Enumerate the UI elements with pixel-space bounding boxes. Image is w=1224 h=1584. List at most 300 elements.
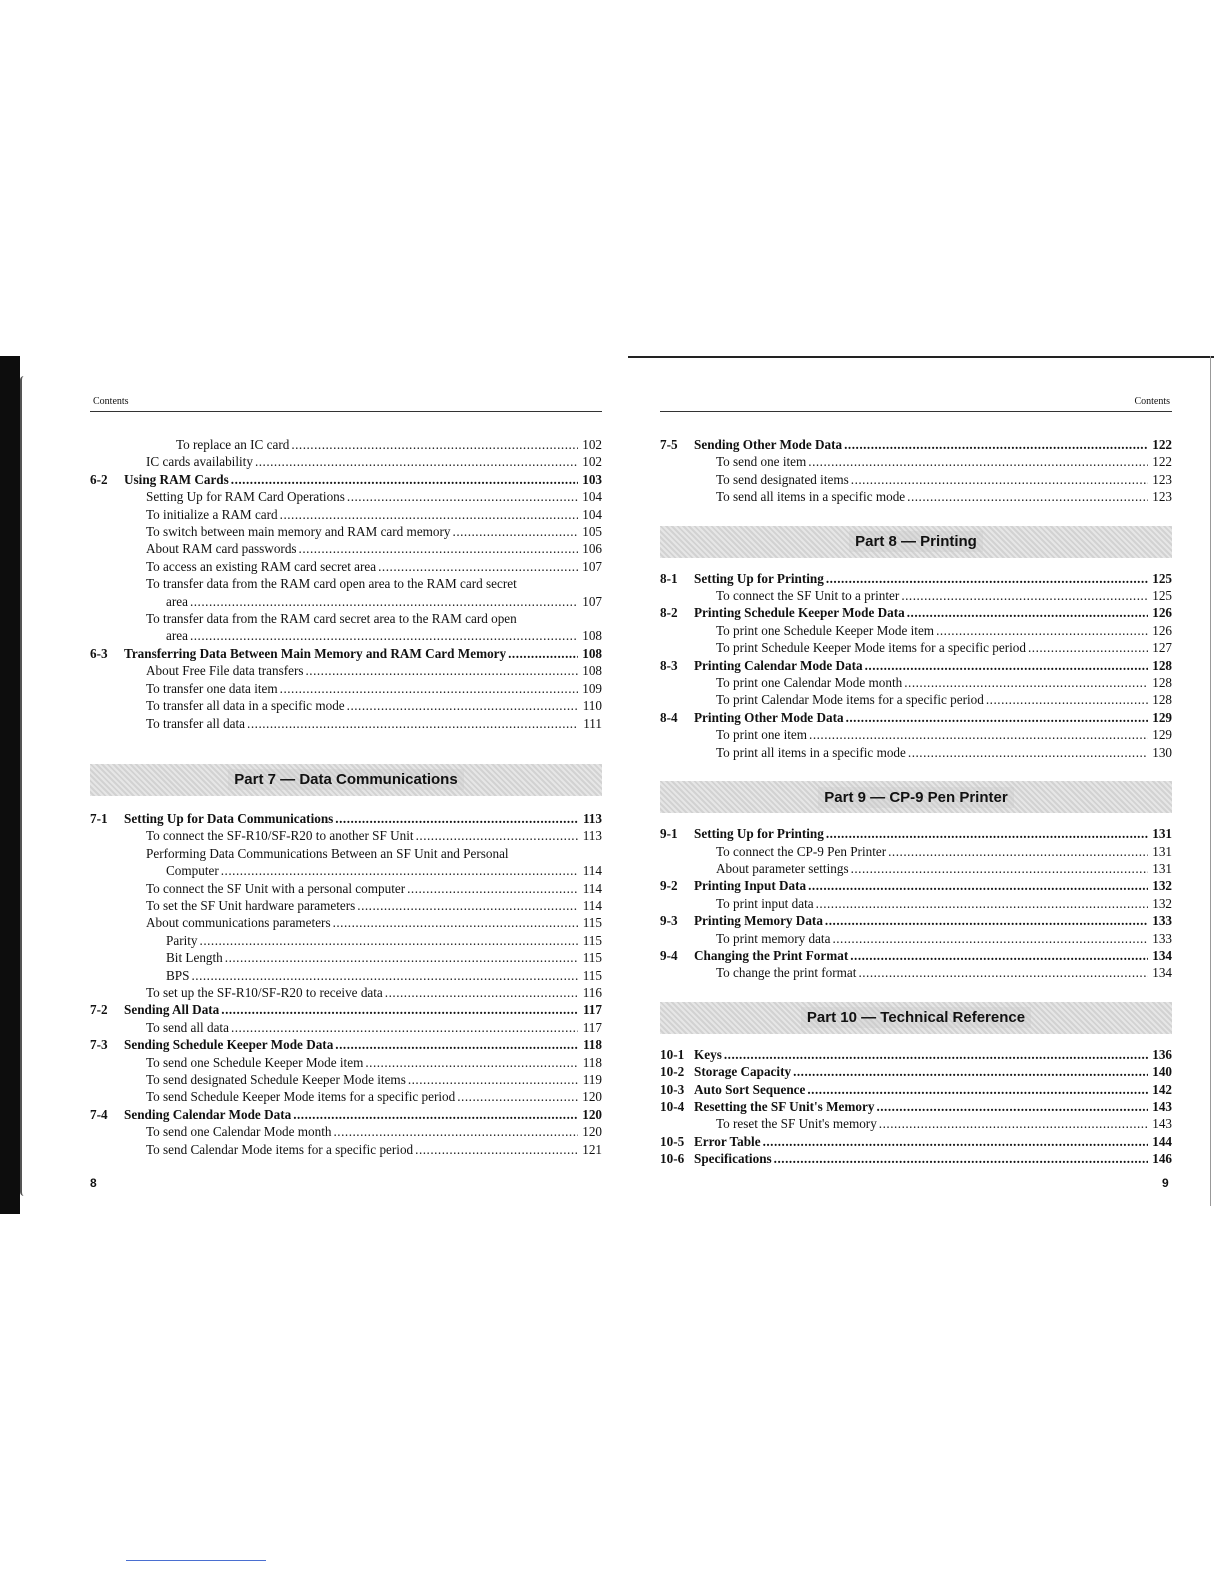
- dot-leader: [907, 488, 1148, 505]
- dot-leader: [907, 604, 1148, 621]
- entry-title: To send designated Schedule Keeper Mode items: [146, 1072, 406, 1087]
- entry-title: To transfer data from the RAM card secret area to the RAM card open: [146, 611, 517, 627]
- dot-leader: [221, 862, 578, 879]
- dot-leader: [879, 1115, 1148, 1132]
- dot-leader: [347, 488, 578, 505]
- page-ref: 143: [1152, 1116, 1172, 1132]
- page-ref: 114: [582, 880, 602, 896]
- page-ref: 110: [582, 698, 602, 714]
- dot-leader: [255, 453, 578, 470]
- entry-title: Sending Calendar Mode Data: [124, 1106, 292, 1122]
- toc-entry: [90, 715, 602, 732]
- section-number: 10-3: [660, 1081, 685, 1097]
- dot-leader: [825, 912, 1148, 929]
- entry-title: Auto Sort Sequence: [694, 1081, 806, 1097]
- entry-title: About Free File data transfers: [146, 663, 304, 679]
- dot-leader: [190, 593, 578, 610]
- dot-leader: [225, 949, 578, 966]
- part-heading: Part 7 — Data Communications: [228, 769, 463, 790]
- entry-title: To reset the SF Unit's memory: [716, 1116, 877, 1132]
- page-ref: 127: [1152, 640, 1172, 656]
- entry-title: To print one Calendar Mode month: [716, 675, 903, 691]
- toc-entry: [90, 488, 602, 505]
- dot-leader: [231, 471, 578, 488]
- page-ref: 108: [582, 628, 602, 644]
- toc-section-entry: [660, 912, 1172, 929]
- page-ref: 120: [582, 1106, 602, 1122]
- dot-leader: [888, 843, 1148, 860]
- dot-leader: [850, 947, 1148, 964]
- page-ref: 128: [1152, 657, 1172, 673]
- entry-title: Setting Up for Data Communications: [124, 810, 334, 826]
- toc-entry: [90, 1141, 602, 1158]
- page-ref: 122: [1152, 437, 1172, 452]
- dot-leader: [851, 471, 1148, 488]
- entry-title: Storage Capacity: [694, 1064, 792, 1080]
- toc-entry: [660, 726, 1172, 743]
- entry-title: To send Schedule Keeper Mode items for a specific period: [146, 1089, 456, 1105]
- toc-section-entry: [90, 1106, 602, 1123]
- toc-entry: [660, 691, 1172, 708]
- toc-entry: [660, 453, 1172, 470]
- dot-leader: [832, 930, 1148, 947]
- toc-entry: [660, 587, 1172, 604]
- toc-entry: [90, 827, 602, 844]
- page-ref: 115: [582, 950, 602, 966]
- toc-section-entry: [660, 947, 1172, 964]
- entry-title: To send designated items: [716, 471, 849, 487]
- toc-section-entry: [660, 1063, 1172, 1080]
- dot-leader: [416, 827, 578, 844]
- section-number: 10-5: [660, 1133, 685, 1149]
- toc-entry: [90, 506, 602, 523]
- entry-title: To connect the CP-9 Pen Printer: [716, 843, 887, 859]
- dot-leader: [844, 436, 1148, 453]
- section-number: 10-1: [660, 1046, 685, 1062]
- entry-title: Sending Other Mode Data: [694, 437, 843, 452]
- page-ref: 105: [582, 524, 602, 540]
- toc-entry: [90, 967, 602, 984]
- dot-leader: [190, 627, 578, 644]
- toc-section-entry: [660, 604, 1172, 621]
- toc-entry: [90, 984, 602, 1001]
- dot-leader: [415, 1141, 578, 1158]
- dot-leader: [809, 726, 1148, 743]
- entry-title: To print Schedule Keeper Mode items for a specific period: [716, 640, 1026, 656]
- dot-leader: [280, 506, 578, 523]
- toc-entry: [90, 1054, 602, 1071]
- page-ref: 132: [1152, 878, 1172, 894]
- toc-entry: [660, 674, 1172, 691]
- toc-list: [660, 825, 1172, 982]
- entry-title: Transferring Data Between Main Memory and RAM Card Memory: [124, 645, 507, 661]
- section-number: 8-3: [660, 657, 678, 673]
- page-ref: 113: [582, 810, 602, 826]
- toc-section-entry: [660, 877, 1172, 894]
- toc-entry: [660, 1115, 1172, 1132]
- entry-title: Printing Calendar Mode Data: [694, 657, 863, 673]
- right-page: [660, 394, 1172, 1168]
- entry-title: To print one item: [716, 727, 808, 743]
- dot-leader: [808, 453, 1148, 470]
- entry-title: Setting Up for Printing: [694, 826, 824, 842]
- toc-entry: [90, 862, 602, 879]
- page-number: 8: [90, 1176, 97, 1190]
- entry-title: Bit Length: [166, 950, 223, 966]
- entry-title: To connect the SF Unit with a personal computer: [146, 880, 406, 896]
- entry-title: To switch between main memory and RAM card memory: [146, 524, 451, 540]
- page-ref: 111: [583, 715, 602, 731]
- section-number: 6-3: [90, 645, 108, 661]
- section-number: 9-1: [660, 826, 678, 842]
- page-ref: 108: [582, 663, 602, 679]
- toc-entry: [90, 1071, 602, 1088]
- section-number: 9-2: [660, 878, 678, 894]
- page-ref: 107: [582, 558, 602, 574]
- toc-entry: [90, 1019, 602, 1036]
- page-ref: 107: [582, 593, 602, 609]
- dot-leader: [347, 697, 578, 714]
- dot-leader: [936, 622, 1148, 639]
- toc-section-entry: [90, 1001, 602, 1018]
- dot-leader: [851, 860, 1148, 877]
- entry-title: To send Calendar Mode items for a specific period: [146, 1141, 414, 1157]
- page-header: [90, 394, 602, 412]
- toc-entry: [90, 1088, 602, 1105]
- toc-section-entry: [660, 825, 1172, 842]
- header-label: Contents: [1134, 396, 1170, 407]
- page-ref: 131: [1152, 860, 1172, 876]
- toc-entry: [90, 680, 602, 697]
- dot-leader: [826, 825, 1148, 842]
- dot-leader: [901, 587, 1148, 604]
- entry-title: Specifications: [694, 1151, 772, 1167]
- dot-leader: [816, 895, 1148, 912]
- entry-title: Setting Up for Printing: [694, 570, 824, 586]
- page-ref: 129: [1152, 709, 1172, 725]
- page-ref: 123: [1152, 471, 1172, 487]
- page-ref: 113: [582, 828, 602, 844]
- toc-entry: [660, 860, 1172, 877]
- page-ref: 146: [1152, 1151, 1172, 1167]
- page-ref: 120: [582, 1089, 602, 1105]
- entry-title: To transfer all data: [146, 715, 246, 731]
- dot-leader: [291, 436, 578, 453]
- page-ref: 128: [1152, 675, 1172, 691]
- dot-leader: [865, 657, 1148, 674]
- entry-title: To replace an IC card: [176, 437, 290, 452]
- page-ref: 131: [1152, 843, 1172, 859]
- dot-leader: [908, 744, 1148, 761]
- toc-section-entry: [660, 1098, 1172, 1115]
- toc-entry: [90, 540, 602, 557]
- dot-leader: [876, 1098, 1148, 1115]
- toc-entry: [90, 558, 602, 575]
- page-ref: 136: [1152, 1046, 1172, 1062]
- scan-binding-edge: [0, 356, 20, 1214]
- section-number: 7-1: [90, 810, 108, 826]
- header-label: Contents: [93, 396, 129, 407]
- page-ref: 143: [1152, 1098, 1172, 1114]
- entry-title: Parity: [166, 932, 198, 948]
- page-ref: 142: [1152, 1081, 1172, 1097]
- part-heading: Part 8 — Printing: [849, 531, 983, 552]
- entry-title: To transfer all data in a specific mode: [146, 698, 345, 714]
- entry-title: To initialize a RAM card: [146, 506, 278, 522]
- dot-leader: [335, 810, 578, 827]
- entry-title: To print memory data: [716, 930, 831, 946]
- toc-list: [90, 810, 602, 1158]
- entry-title: Keys: [694, 1046, 722, 1062]
- toc-entry: [90, 914, 602, 931]
- dot-leader: [763, 1133, 1148, 1150]
- dot-leader: [807, 1081, 1148, 1098]
- section-number: 8-2: [660, 605, 678, 621]
- toc-entry: [660, 930, 1172, 947]
- page-ref: 121: [582, 1141, 602, 1157]
- toc-section-entry: [660, 570, 1172, 587]
- page-ref: 106: [582, 541, 602, 557]
- dot-leader: [191, 967, 578, 984]
- entry-title: About communications parameters: [146, 915, 331, 931]
- entry-title: Printing Schedule Keeper Mode Data: [694, 605, 905, 621]
- entry-title: About RAM card passwords: [146, 541, 297, 557]
- toc-section-entry: [90, 810, 602, 827]
- entry-title: To send all data: [146, 1019, 229, 1035]
- entry-title: To access an existing RAM card secret area: [146, 558, 377, 574]
- entry-title: Printing Input Data: [694, 878, 807, 894]
- toc-section-entry: [660, 657, 1172, 674]
- entry-title: To connect the SF-R10/SF-R20 to another SF Unit: [146, 828, 414, 844]
- page-header: [660, 394, 1172, 412]
- section-number: 8-4: [660, 709, 678, 725]
- dot-leader: [826, 570, 1148, 587]
- dot-leader: [200, 932, 578, 949]
- toc-entry: [660, 744, 1172, 761]
- toc-entry: [660, 964, 1172, 981]
- entry-title: Computer: [166, 863, 219, 879]
- dot-leader: [334, 1123, 579, 1140]
- part-heading: Part 9 — CP-9 Pen Printer: [818, 787, 1013, 808]
- entry-title: Error Table: [694, 1133, 761, 1149]
- toc-section-entry: [660, 709, 1172, 726]
- page-ref: 144: [1152, 1133, 1172, 1149]
- dot-leader: [508, 645, 578, 662]
- entry-title: Printing Memory Data: [694, 913, 823, 929]
- entry-title: To transfer data from the RAM card open area to the RAM card secret: [146, 576, 517, 592]
- dot-leader: [457, 1088, 578, 1105]
- page-ref: 108: [582, 645, 602, 661]
- toc-entry: [660, 843, 1172, 860]
- dot-leader: [774, 1150, 1148, 1167]
- entry-title: To print one Schedule Keeper Mode item: [716, 622, 935, 638]
- section-number: 10-2: [660, 1064, 685, 1080]
- page-ref: 117: [582, 1002, 602, 1018]
- page-ref: 134: [1152, 965, 1172, 981]
- entry-title: Performing Data Communications Between an SF Unit and Personal: [146, 845, 509, 861]
- dot-leader: [378, 558, 578, 575]
- toc-entry: [90, 845, 602, 862]
- entry-title: About parameter settings: [716, 860, 849, 876]
- section-number: 10-4: [660, 1098, 685, 1114]
- left-page: [90, 394, 602, 1158]
- dot-leader: [724, 1046, 1148, 1063]
- toc-entry: [90, 523, 602, 540]
- section-number: 9-4: [660, 947, 678, 963]
- toc-entry: [90, 662, 602, 679]
- section-number: 7-3: [90, 1037, 108, 1053]
- toc-list: [660, 570, 1172, 761]
- page-ref: 120: [582, 1124, 602, 1140]
- toc-entry: [660, 471, 1172, 488]
- page-ref: 109: [582, 680, 602, 696]
- entry-title: area: [166, 593, 188, 609]
- section-number: 7-4: [90, 1106, 108, 1122]
- entry-title: Printing Other Mode Data: [694, 709, 844, 725]
- toc-section-entry: [660, 1133, 1172, 1150]
- toc-entry: [90, 697, 602, 714]
- page-ref: 114: [582, 897, 602, 913]
- entry-title: BPS: [166, 967, 190, 983]
- toc-entry: [90, 627, 602, 644]
- page-ref: 134: [1152, 947, 1172, 963]
- dot-leader: [904, 674, 1148, 691]
- part-heading-banner: [90, 764, 602, 796]
- dot-leader: [408, 1071, 578, 1088]
- entry-title: To set the SF Unit hardware parameters: [146, 897, 356, 913]
- page-ref: 133: [1152, 913, 1172, 929]
- page-ref: 125: [1152, 570, 1172, 586]
- dot-leader: [305, 662, 578, 679]
- entry-title: To print input data: [716, 895, 814, 911]
- page-ref: 128: [1152, 692, 1172, 708]
- page-ref: 115: [582, 915, 602, 931]
- page-ref: 130: [1152, 744, 1172, 760]
- section-number: 7-5: [660, 437, 678, 452]
- page-edge-line: [1210, 356, 1211, 1206]
- page-ref: 116: [582, 984, 602, 1000]
- toc-entry: [90, 932, 602, 949]
- page-ref: 140: [1152, 1064, 1172, 1080]
- toc-entry: [90, 880, 602, 897]
- page-top-rule: [628, 356, 1214, 358]
- entry-title: area: [166, 628, 188, 644]
- toc-entry: [90, 949, 602, 966]
- toc-entry: [90, 453, 602, 470]
- toc-section-entry: [660, 1081, 1172, 1098]
- dot-leader: [357, 897, 578, 914]
- section-number: 9-3: [660, 913, 678, 929]
- page-ref: 131: [1152, 826, 1172, 842]
- entry-title: Using RAM Cards: [124, 471, 229, 487]
- toc-list: [90, 436, 602, 732]
- page-ref: 115: [582, 932, 602, 948]
- section-number: 6-2: [90, 471, 108, 487]
- page-ref: 103: [582, 471, 602, 487]
- toc-section-entry: [660, 436, 1172, 453]
- page-ref: 104: [582, 489, 602, 505]
- page-ref: 118: [582, 1037, 602, 1053]
- toc-entry: [90, 897, 602, 914]
- entry-title: To connect the SF Unit to a printer: [716, 588, 900, 604]
- section-number: 7-2: [90, 1002, 108, 1018]
- entry-title: Sending All Data: [124, 1002, 220, 1018]
- page-ref: 133: [1152, 930, 1172, 946]
- page-number: 9: [1162, 1176, 1169, 1190]
- dot-leader: [453, 523, 578, 540]
- section-number: 10-6: [660, 1151, 685, 1167]
- toc-entry: [660, 622, 1172, 639]
- entry-title: To set up the SF-R10/SF-R20 to receive data: [146, 984, 383, 1000]
- page-ref: 115: [582, 967, 602, 983]
- part-heading-banner: [660, 1002, 1172, 1034]
- dot-leader: [333, 914, 578, 931]
- entry-title: Resetting the SF Unit's Memory: [694, 1098, 875, 1114]
- toc-list: [660, 436, 1172, 506]
- dot-leader: [385, 984, 578, 1001]
- toc-section-entry: [90, 1036, 602, 1053]
- toc-section-entry: [660, 1150, 1172, 1167]
- entry-title: To send one Schedule Keeper Mode item: [146, 1054, 364, 1070]
- entry-title: Sending Schedule Keeper Mode Data: [124, 1037, 334, 1053]
- entry-title: To change the print format: [716, 965, 857, 981]
- entry-title: To print all items in a specific mode: [716, 744, 906, 760]
- page-ref: 129: [1152, 727, 1172, 743]
- dot-leader: [986, 691, 1148, 708]
- page-ref: 119: [582, 1072, 602, 1087]
- page-ref: 132: [1152, 895, 1172, 911]
- toc-entry: [90, 593, 602, 610]
- toc-entry: [90, 436, 602, 453]
- page-ref: 118: [582, 1054, 602, 1070]
- part-heading-banner: [660, 781, 1172, 813]
- toc-section-entry: [660, 1046, 1172, 1063]
- entry-title: Changing the Print Format: [694, 947, 849, 963]
- entry-title: To transfer one data item: [146, 680, 278, 696]
- page-ref: 114: [582, 863, 602, 879]
- dot-leader: [231, 1019, 578, 1036]
- dot-leader: [793, 1063, 1148, 1080]
- entry-title: To send one Calendar Mode month: [146, 1124, 332, 1140]
- toc-section-entry: [90, 471, 602, 488]
- part-heading-banner: [660, 526, 1172, 558]
- dot-leader: [247, 715, 578, 732]
- page-ref: 104: [582, 506, 602, 522]
- entry-title: To send one item: [716, 454, 807, 470]
- page-ref: 117: [582, 1019, 602, 1035]
- page-ref: 126: [1152, 622, 1172, 638]
- page-ref: 102: [582, 454, 602, 470]
- dot-leader: [1028, 639, 1148, 656]
- toc-entry: [90, 610, 602, 627]
- toc-entry: [660, 895, 1172, 912]
- toc-entry: [660, 488, 1172, 505]
- page-ref: 126: [1152, 605, 1172, 621]
- dot-leader: [299, 540, 578, 557]
- dot-leader: [365, 1054, 578, 1071]
- page-ref: 122: [1152, 454, 1172, 470]
- dot-leader: [335, 1036, 578, 1053]
- toc-section-entry: [90, 645, 602, 662]
- page-ref: 125: [1152, 588, 1172, 604]
- section-number: 8-1: [660, 570, 678, 586]
- page-ref: 102: [582, 437, 602, 452]
- dot-leader: [846, 709, 1148, 726]
- toc-list: [660, 1046, 1172, 1168]
- entry-title: Setting Up for RAM Card Operations: [146, 489, 345, 505]
- toc-entry: [90, 575, 602, 592]
- scan-artifact-line: [126, 1560, 266, 1561]
